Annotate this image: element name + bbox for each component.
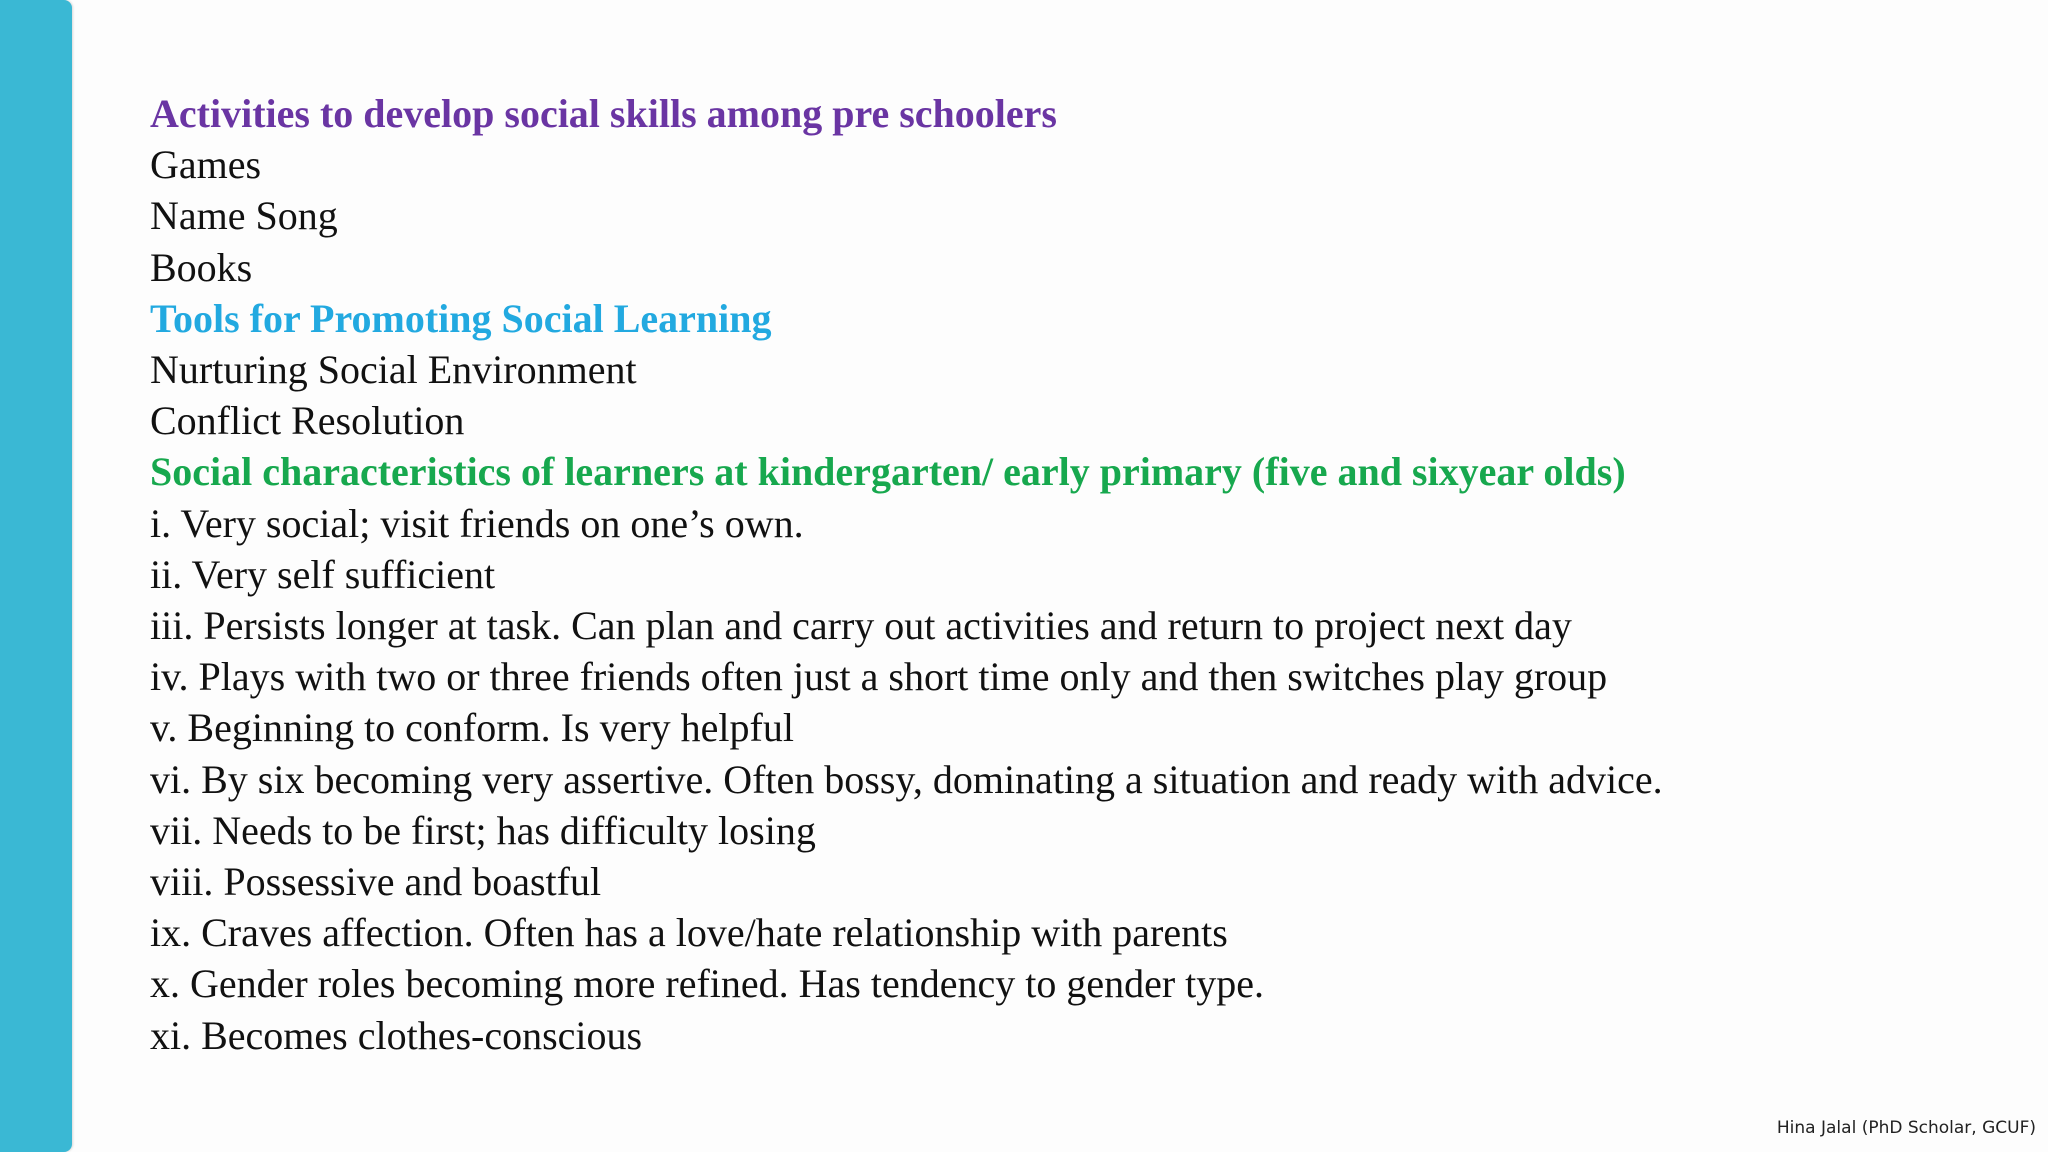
characteristic-item: vi. By six becoming very assertive. Often bossy, dominating a situation and ready with advice. [150, 756, 1663, 802]
activity-item: Books [150, 244, 253, 290]
characteristic-item: xi. Becomes clothes-conscious [150, 1012, 643, 1058]
heading-activities: Activities to develop social skills among pre schoolers [150, 91, 1057, 136]
activity-item: Games [150, 142, 262, 188]
heading-characteristics: Social characteristics of learners at kindergarten/ early primary (five and sixyear olds) [150, 449, 1626, 495]
characteristic-item: x. Gender roles becoming more refined. Has tendency to gender type. [150, 961, 1265, 1007]
characteristic-item: v. Beginning to conform. Is very helpful [150, 705, 794, 751]
characteristic-item: ix. Craves affection. Often has a love/hate relationship with parents [150, 910, 1228, 956]
slide-content [150, 88, 2010, 1061]
tool-item: Nurturing Social Environment [150, 347, 637, 393]
accent-bar [0, 0, 72, 1152]
characteristic-item: viii. Possessive and boastful [150, 859, 602, 905]
characteristic-item: iii. Persists longer at task. Can plan and carry out activities and return to project next day [150, 603, 1572, 649]
activity-item: Name Song [150, 193, 338, 239]
footer-credit: Hina Jalal (PhD Scholar, GCUF) [1776, 1118, 2036, 1138]
heading-tools: Tools for Promoting Social Learning [150, 295, 772, 341]
characteristic-item: ii. Very self sufficient [150, 551, 496, 597]
characteristic-item: vii. Needs to be first; has difficulty losing [150, 807, 816, 853]
characteristic-item: i. Very social; visit friends on one’s own. [150, 500, 804, 546]
tool-item: Conflict Resolution [150, 398, 465, 444]
characteristic-item: iv. Plays with two or three friends often just a short time only and then switches play group [150, 654, 1608, 700]
